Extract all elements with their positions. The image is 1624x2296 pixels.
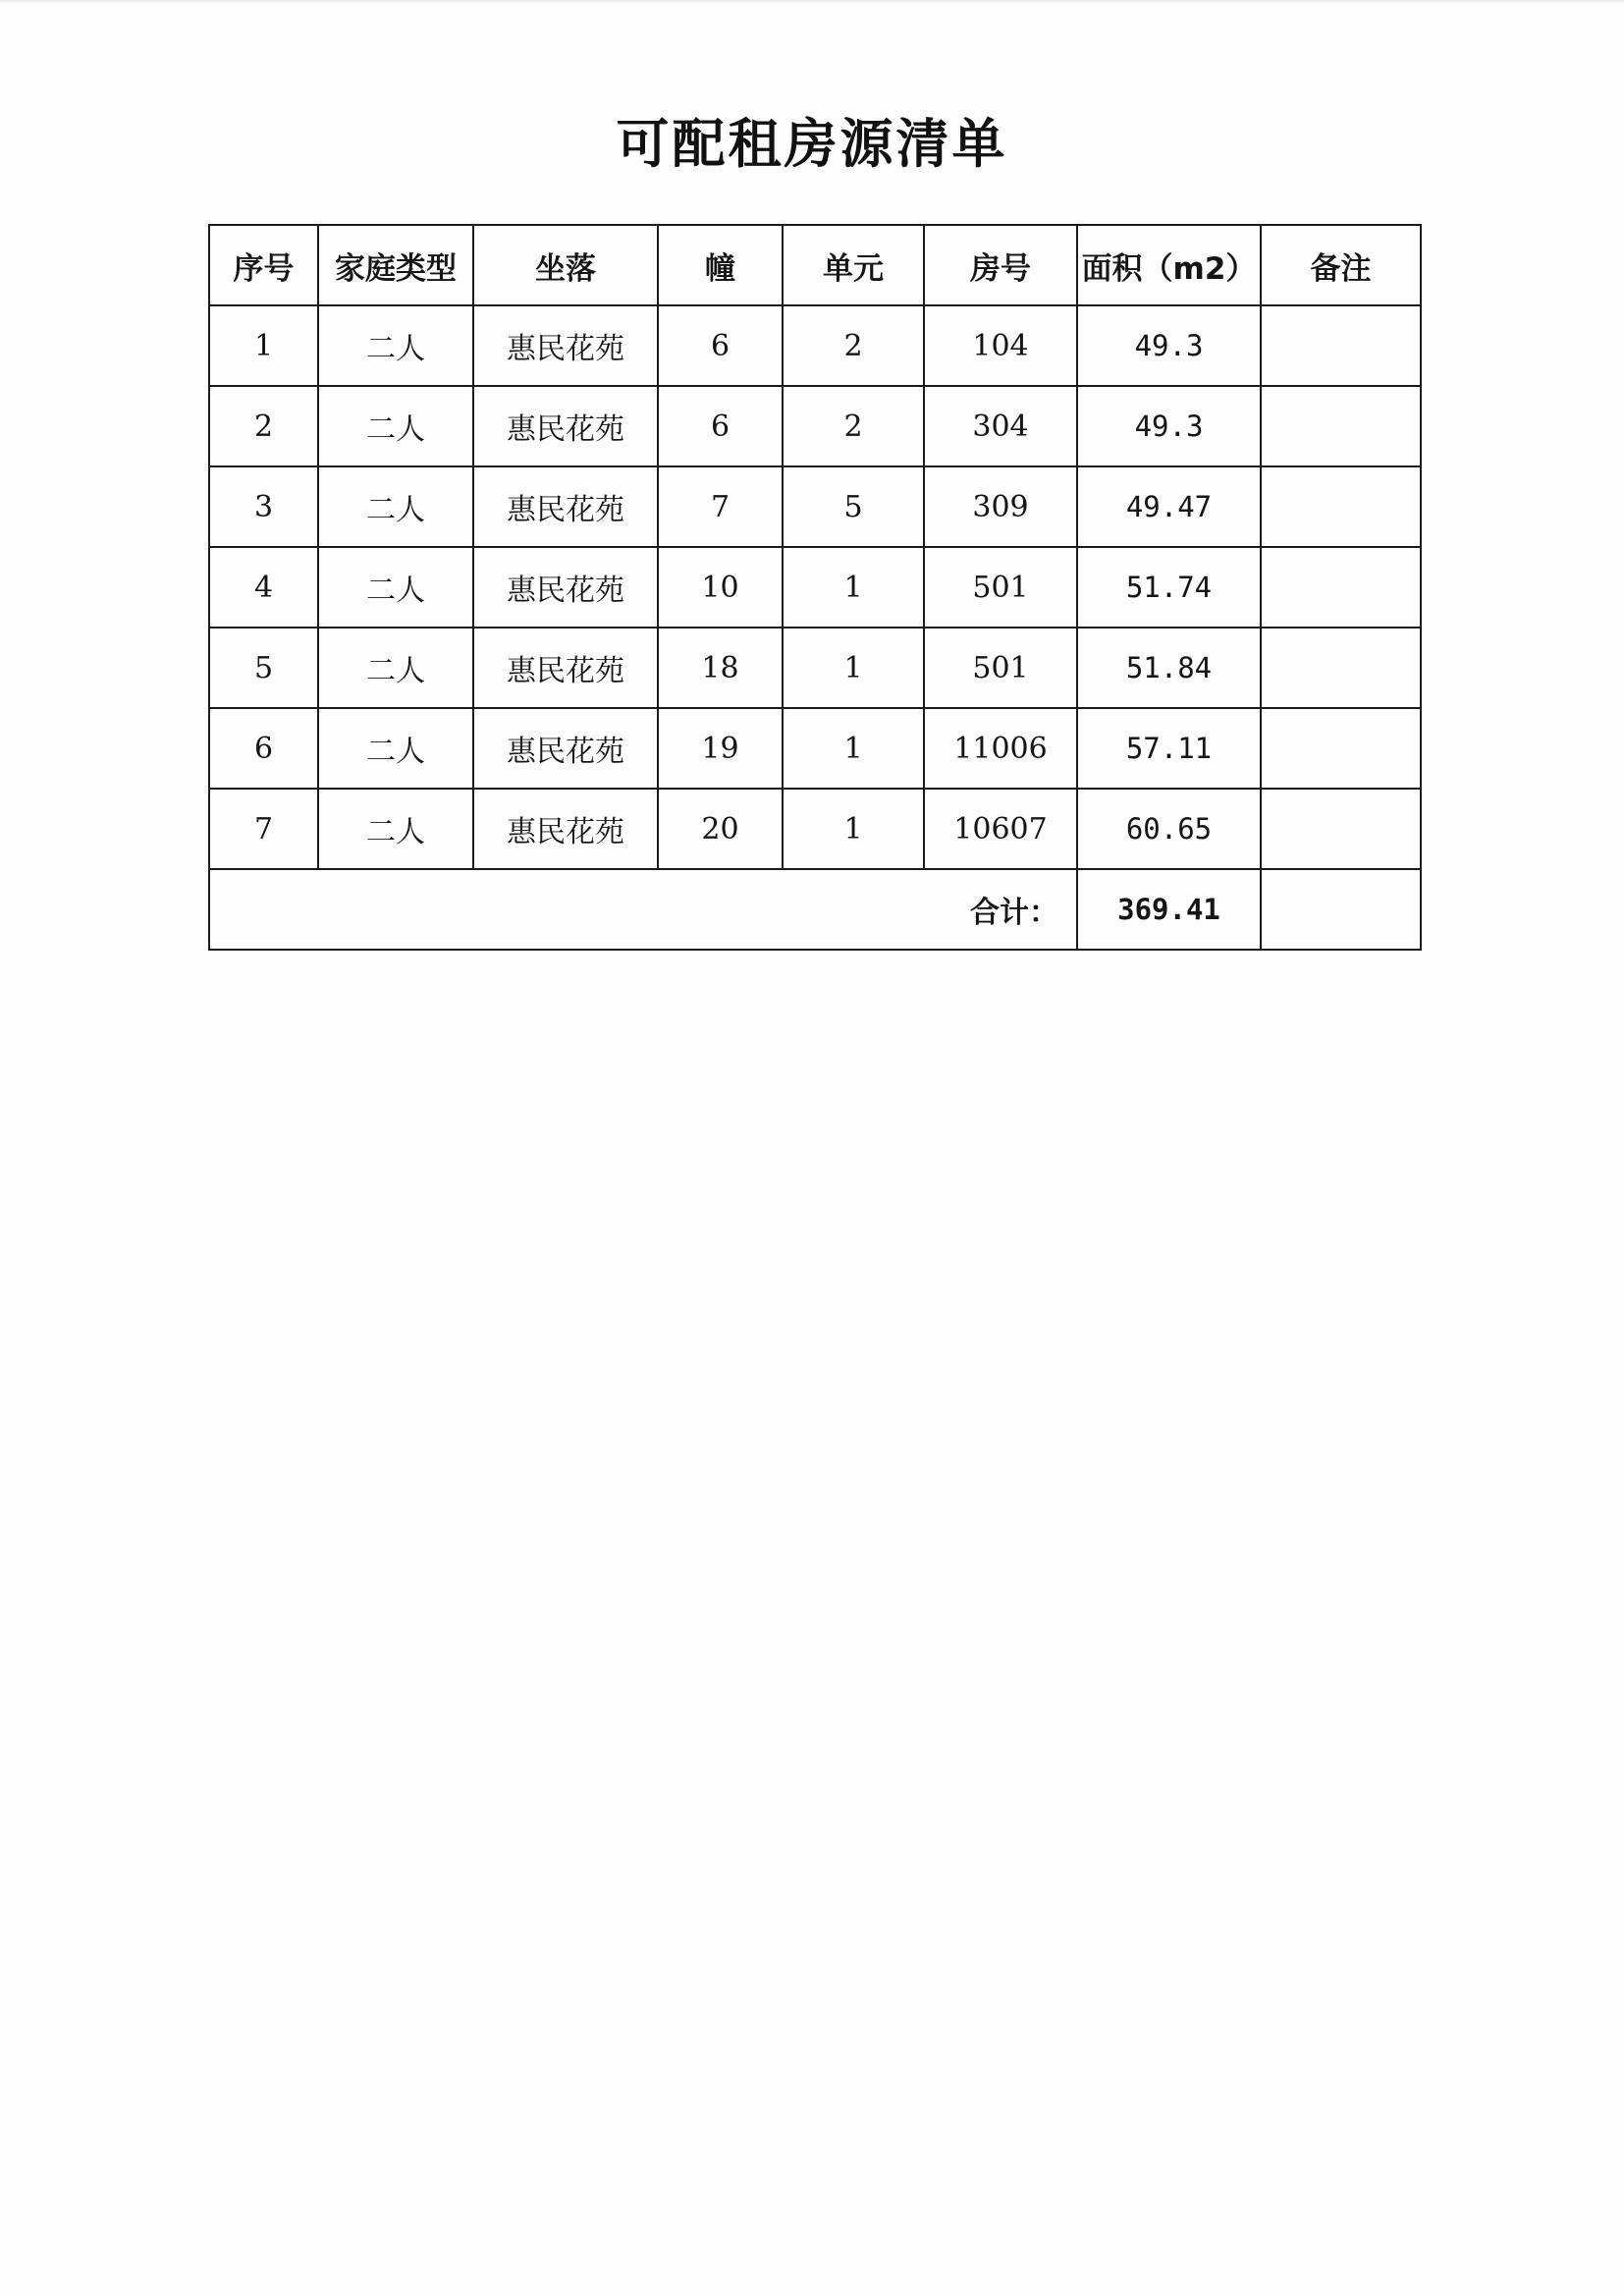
cell-serial: 1 <box>209 305 318 386</box>
page-title: 可配租房源清单 <box>616 113 1008 175</box>
cell-unit: 1 <box>783 789 924 869</box>
cell-area: 51.74 <box>1077 547 1261 628</box>
cell-household-type: 二人 <box>318 547 473 628</box>
cell-location: 惠民花苑 <box>473 628 658 708</box>
cell-area: 60.65 <box>1077 789 1261 869</box>
cell-room-number: 501 <box>924 628 1077 708</box>
cell-building: 10 <box>658 547 783 628</box>
cell-room-number: 11006 <box>924 708 1077 789</box>
header-serial-number: 序号 <box>209 225 318 305</box>
header-location: 坐落 <box>473 225 658 305</box>
cell-room-number: 501 <box>924 547 1077 628</box>
cell-remarks <box>1261 789 1421 869</box>
cell-remarks <box>1261 628 1421 708</box>
cell-location: 惠民花苑 <box>473 466 658 547</box>
cell-location: 惠民花苑 <box>473 305 658 386</box>
cell-unit: 1 <box>783 628 924 708</box>
cell-remarks <box>1261 547 1421 628</box>
cell-room-number: 104 <box>924 305 1077 386</box>
cell-room-number: 10607 <box>924 789 1077 869</box>
cell-household-type: 二人 <box>318 789 473 869</box>
table-row <box>209 547 1421 628</box>
total-row <box>209 869 1421 950</box>
cell-household-type: 二人 <box>318 708 473 789</box>
cell-serial: 3 <box>209 466 318 547</box>
cell-remarks <box>1261 386 1421 466</box>
table-header-row <box>209 225 1421 305</box>
cell-area: 57.11 <box>1077 708 1261 789</box>
cell-area: 49.3 <box>1077 305 1261 386</box>
scan-edge <box>0 0 1624 4</box>
cell-serial: 2 <box>209 386 318 466</box>
cell-room-number: 309 <box>924 466 1077 547</box>
header-unit: 单元 <box>783 225 924 305</box>
table-row <box>209 305 1421 386</box>
cell-location: 惠民花苑 <box>473 708 658 789</box>
cell-unit: 2 <box>783 386 924 466</box>
header-remarks: 备注 <box>1261 225 1421 305</box>
cell-location: 惠民花苑 <box>473 547 658 628</box>
cell-serial: 4 <box>209 547 318 628</box>
housing-list-table <box>208 224 1422 951</box>
cell-remarks <box>1261 466 1421 547</box>
table-row <box>209 708 1421 789</box>
header-area: 面积（m2） <box>1077 225 1261 305</box>
cell-building: 6 <box>658 305 783 386</box>
cell-unit: 1 <box>783 708 924 789</box>
table-row <box>209 386 1421 466</box>
cell-household-type: 二人 <box>318 628 473 708</box>
header-room-number: 房号 <box>924 225 1077 305</box>
header-building: 幢 <box>658 225 783 305</box>
cell-serial: 6 <box>209 708 318 789</box>
cell-unit: 2 <box>783 305 924 386</box>
total-area-value: 369.41 <box>1077 869 1261 950</box>
cell-area: 49.47 <box>1077 466 1261 547</box>
cell-household-type: 二人 <box>318 305 473 386</box>
cell-remarks <box>1261 305 1421 386</box>
cell-area: 51.84 <box>1077 628 1261 708</box>
cell-unit: 5 <box>783 466 924 547</box>
total-label: 合计： <box>209 869 1077 950</box>
header-household-type: 家庭类型 <box>318 225 473 305</box>
cell-household-type: 二人 <box>318 466 473 547</box>
cell-serial: 5 <box>209 628 318 708</box>
table-row <box>209 628 1421 708</box>
table-row <box>209 466 1421 547</box>
cell-building: 20 <box>658 789 783 869</box>
cell-room-number: 304 <box>924 386 1077 466</box>
table-row <box>209 789 1421 869</box>
cell-building: 7 <box>658 466 783 547</box>
cell-location: 惠民花苑 <box>473 386 658 466</box>
cell-building: 19 <box>658 708 783 789</box>
total-remarks-cell <box>1261 869 1421 950</box>
cell-area: 49.3 <box>1077 386 1261 466</box>
cell-serial: 7 <box>209 789 318 869</box>
cell-remarks <box>1261 708 1421 789</box>
cell-location: 惠民花苑 <box>473 789 658 869</box>
cell-building: 6 <box>658 386 783 466</box>
cell-unit: 1 <box>783 547 924 628</box>
cell-household-type: 二人 <box>318 386 473 466</box>
cell-building: 18 <box>658 628 783 708</box>
